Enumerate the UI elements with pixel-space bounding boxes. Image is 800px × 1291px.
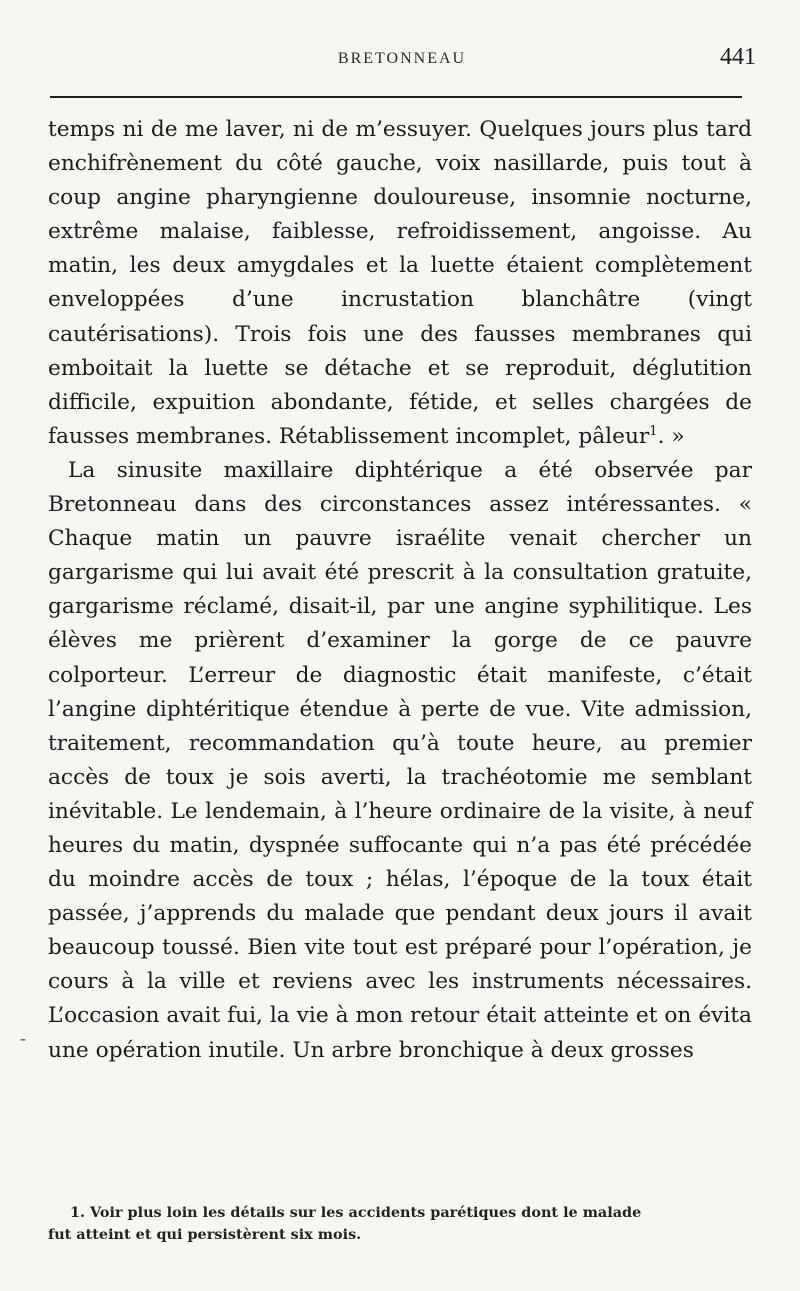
footnote-line-1: 1. Voir plus loin les détails sur les accidents parétiques dont le malade [70, 1204, 642, 1221]
running-head [48, 44, 756, 76]
paragraph-1 [48, 113, 752, 454]
footnote-line-2: fut atteint et qui persistèrent six mois. [48, 1226, 362, 1243]
body-text [48, 113, 752, 1068]
footnote [48, 1202, 752, 1246]
margin-mark: - [20, 1028, 26, 1048]
paragraph-1-end: . » [657, 423, 685, 449]
footnote-reference: 1 [649, 423, 658, 439]
header-rule [50, 96, 742, 98]
paragraph-1-text: temps ni de me laver, ni de m’essuyer. Quelques jours plus tard enchifrènement du côté gauche, voix nasillarde, puis tout à coup angine pharyngienne douloureuse, insomnie nocturne, extrême malaise, faiblesse, refroidissement, angoisse. Au matin, les deux amygdales et la luette étaient complètement enveloppées d’une incrustation blanchâtre (vingt cautérisations). Trois fois une des fausses membranes qui emboitait la luette se détache et se reproduit, déglutition difficile, expuition abondante, fétide, et selles chargées de fausses membranes. Rétablissement incomplet, pâleur [48, 117, 752, 449]
page-number: 441 [720, 44, 756, 70]
paragraph-2: La sinusite maxillaire diphtérique a été observée par Bretonneau dans des circonstances assez intéressantes. « Chaque matin un pauvre israélite venait chercher un gargarisme qui lui avait été prescrit à la consultation gratuite, gargarisme réclamé, disait-il, par une angine syphilitique. Les élèves me prièrent d’examiner la gorge de ce pauvre colporteur. L’erreur de diagnostic était manifeste, c’était l’angine diphtéritique étendue à perte de vue. Vite admission, traitement, recommandation qu’à toute heure, au premier accès de toux je sois averti, la trachéotomie me semblant inévitable. Le lendemain, à l’heure ordinaire de la visite, à neuf heures du matin, dyspnée suffocante qui n’a pas été précédée du moindre accès de toux ; hélas, l’époque de la toux était passée, j’apprends du malade que pendant deux jours il avait beaucoup toussé. Bien vite tout est préparé pour l’opération, je cours à la ville et reviens avec les instruments nécessaires. L’occasion avait fui, la vie à mon retour était atteinte et on évita une opération inutile. Un arbre bronchique à deux grosses [48, 457, 752, 1063]
running-title: BRETONNEAU [337, 50, 467, 67]
